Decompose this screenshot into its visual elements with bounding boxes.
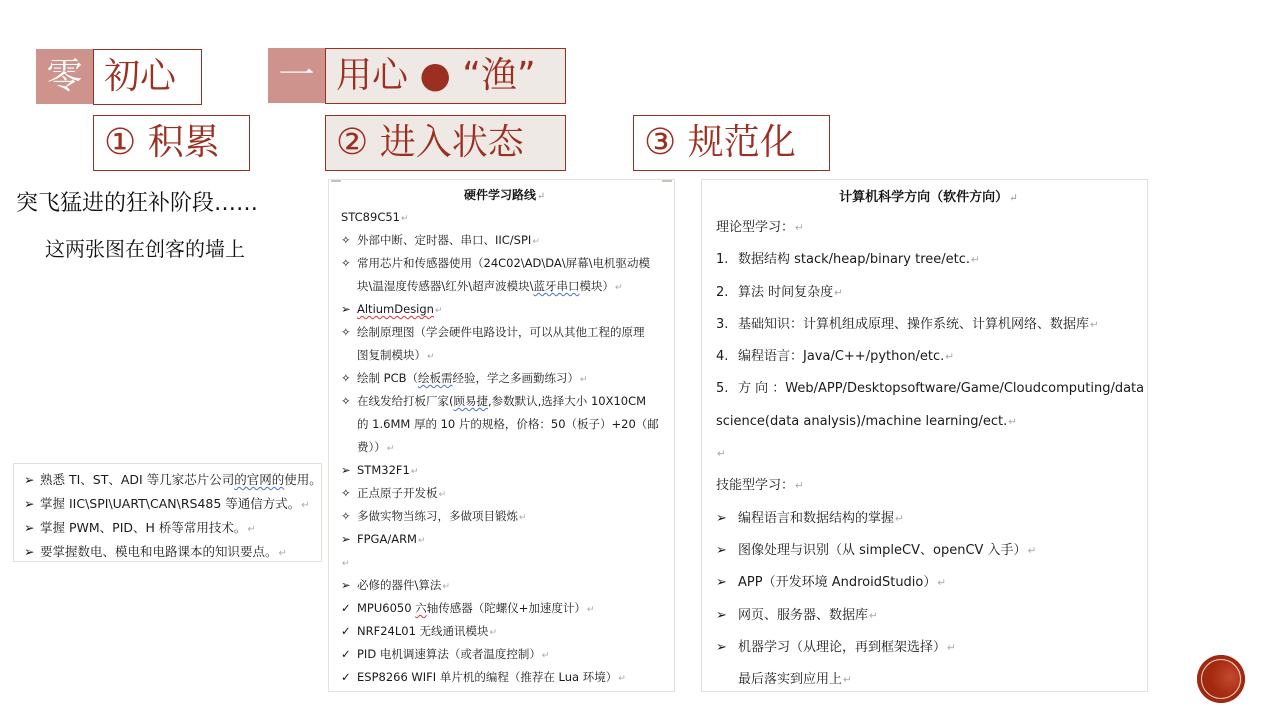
list-item-text: 网页、服务器、数据库 — [738, 607, 869, 623]
return-mark-icon: ↵ — [1008, 415, 1017, 428]
cs-direction-doc — [701, 179, 1148, 692]
arrow-bullet-icon: ➢ — [716, 575, 727, 591]
section-zero-title-text: 初心 — [104, 56, 177, 97]
list-item-continuation — [341, 344, 668, 367]
list-item — [341, 528, 668, 551]
list-item-text: 要掌握数电、模电和电路课本的知识要点。 — [40, 544, 278, 559]
empty-line — [341, 551, 668, 574]
arrow-bullet-icon: ➢ — [24, 472, 35, 487]
list-item-text: computing/data — [1041, 381, 1145, 397]
return-mark-icon: ↵ — [427, 351, 435, 362]
step-2-get-into-state — [325, 115, 566, 171]
arrow-bullet-icon: ➢ — [716, 510, 727, 526]
doc-corner-mark — [662, 180, 672, 182]
return-mark-icon: ↵ — [945, 351, 955, 364]
section-label-text: 技能型学习： — [716, 478, 795, 494]
list-item — [341, 666, 668, 689]
check-bullet-icon: ✓ — [341, 647, 351, 661]
list-item — [341, 206, 668, 229]
return-mark-icon: ↵ — [1027, 544, 1037, 557]
list-item-text: 掌握 PWM、PID、H 桥等常用技术。 — [40, 520, 247, 535]
return-mark-icon: ↵ — [417, 535, 426, 546]
arrow-bullet-icon: ➢ — [716, 607, 727, 623]
theory-label — [716, 212, 1141, 244]
return-mark-icon: ↵ — [843, 674, 852, 687]
return-mark-icon: ↵ — [519, 512, 527, 523]
return-mark-icon: ↵ — [434, 305, 443, 316]
return-mark-icon: ↵ — [618, 673, 626, 684]
check-bullet-icon: ✓ — [341, 670, 351, 684]
list-item-text: 经验，学之多画勤练习） — [452, 371, 580, 385]
underlined-text: 的官网的 — [234, 472, 285, 487]
left-subtext: 这两张图在创客的墙上 — [45, 237, 245, 261]
list-item-text: 基础知识：计算机组成原理、操作系统、计算机网络、数据库 — [738, 316, 1090, 332]
list-item-text: ESP8266 WIFI 单片机的编程（推荐在 Lua 环境） — [357, 670, 618, 684]
list-item-text: 数据结构 stack/heap/binary tree/etc. — [738, 252, 971, 268]
return-mark-icon: ↵ — [580, 374, 588, 385]
list-item-text: 块\温湿度传感器\红外\超声波模块\ — [357, 279, 534, 293]
list-item-text: FPGA/ARM — [357, 532, 417, 546]
list-item-text: 机器学习（从理论，再到框架选择） — [738, 639, 947, 655]
section-one-title — [325, 48, 566, 104]
underlined-text: 蓝牙串口 — [533, 279, 580, 293]
list-item — [716, 277, 1141, 309]
list-item — [341, 459, 668, 482]
return-mark-icon: ↵ — [536, 191, 546, 202]
skill-label — [716, 470, 1141, 502]
arrow-bullet-icon: ➢ — [716, 542, 727, 558]
arrow-bullet-icon: ➢ — [341, 578, 351, 592]
list-item-text: 绘制 PCB（ — [357, 371, 419, 385]
list-item — [24, 468, 321, 492]
doc-title-text: 计算机科学方向（软件方向） — [839, 190, 1009, 205]
list-item-text: 模块） — [579, 279, 614, 293]
list-item-text: NRF24L01 无线通讯模块 — [357, 624, 489, 638]
list-item-text: STC89C51 — [341, 210, 400, 224]
list-item — [716, 503, 1141, 535]
diamond-bullet-icon: ✧ — [341, 509, 351, 523]
list-item — [716, 567, 1141, 599]
return-mark-icon: ↵ — [532, 236, 541, 247]
list-item-continuation — [341, 413, 668, 436]
arrow-bullet-icon: ➢ — [24, 520, 35, 535]
list-item-text: 在线发给打板厂家( — [357, 394, 454, 408]
list-item-text: 的 1.6MM 厚的 10 片的规格，价格：50（板子）+20（邮 — [357, 417, 659, 431]
list-number: 2. — [716, 284, 729, 300]
list-number: 5. — [716, 381, 729, 397]
diamond-bullet-icon: ✧ — [341, 394, 351, 408]
diamond-bullet-icon: ✧ — [341, 256, 351, 270]
empty-line — [716, 438, 1141, 470]
return-mark-icon: ↵ — [410, 466, 419, 477]
step-3-label: ③ 规范化 — [644, 122, 796, 163]
list-item — [341, 643, 668, 666]
check-bullet-icon: ✓ — [341, 601, 351, 615]
doc-corner-mark — [331, 180, 341, 182]
list-item-text: APP（开发环境 AndroidStudio） — [738, 575, 937, 591]
return-mark-icon: ↵ — [895, 512, 904, 525]
list-item — [24, 540, 321, 564]
list-item — [341, 482, 668, 505]
list-item-continuation — [716, 406, 1141, 438]
arrow-bullet-icon: ➢ — [24, 496, 35, 511]
list-item-text: 编程语言：Java/C++/python/etc. — [738, 349, 945, 365]
underlined-text: 六 — [415, 601, 427, 615]
diamond-bullet-icon: ✧ — [341, 233, 351, 247]
diamond-bullet-icon: ✧ — [341, 325, 351, 339]
return-mark-icon: ↵ — [795, 222, 804, 234]
return-mark-icon: ↵ — [869, 609, 878, 622]
list-item — [341, 574, 668, 597]
list-item-text: 费）） — [357, 440, 386, 454]
list-item-text: 熟悉 TI、ST、ADI 等几家芯片公司 — [40, 472, 235, 487]
return-mark-icon: ↵ — [795, 480, 804, 493]
next-slide-button[interactable] — [1197, 655, 1245, 703]
list-item-text: 常用芯片和传感器使用（24C02\AD\DA\屏幕\电机驱动模 — [357, 256, 651, 270]
list-item-text: MPU6050 — [357, 601, 416, 615]
list-item — [341, 367, 668, 390]
section-one-number — [268, 48, 325, 103]
list-item-text: 必修的器件\算法 — [357, 578, 442, 592]
return-mark-icon: ↵ — [834, 286, 843, 299]
diamond-bullet-icon: ✧ — [341, 371, 351, 385]
list-item-text: AltiumDesign — [357, 302, 434, 316]
doc-title — [341, 184, 668, 206]
list-item-text: 外部中断、定时器、串口、IIC/SPI — [357, 233, 532, 247]
closing-text: 最后落实到应用上 — [738, 672, 843, 688]
return-mark-icon: ↵ — [386, 443, 395, 454]
list-item-text: STM32F1 — [357, 463, 410, 477]
doc-title — [716, 184, 1141, 212]
section-one-title-text: 用心 ● “渔” — [336, 55, 536, 96]
return-mark-icon: ↵ — [615, 282, 623, 293]
list-item-text: PID 电机调速算法（或者温度控制） — [357, 647, 541, 661]
return-mark-icon: ↵ — [247, 524, 256, 535]
closing-line — [716, 664, 1141, 696]
list-item-text: software/Game/Cloud — [900, 381, 1041, 397]
list-item — [716, 244, 1141, 276]
list-item — [341, 505, 668, 528]
list-item — [716, 632, 1141, 664]
return-mark-icon: ↵ — [971, 254, 980, 267]
list-item — [341, 321, 668, 344]
underlined-text: 绘板需 — [418, 371, 453, 385]
list-item-text: science(data analysis)/machine learning/ect. — [716, 413, 1008, 429]
return-mark-icon: ↵ — [442, 581, 451, 592]
list-number: 1. — [716, 252, 729, 268]
list-item-text: 方 向 ： — [738, 381, 786, 397]
arrow-bullet-icon: ➢ — [716, 639, 727, 655]
return-mark-icon: ↵ — [489, 627, 498, 638]
list-item-text: 掌握 IIC\SPI\UART\CAN\RS485 等通信方式。 — [40, 496, 301, 511]
step-1-label: ① 积累 — [104, 122, 220, 163]
arrow-bullet-icon: ➢ — [24, 544, 35, 559]
list-item — [24, 492, 321, 516]
list-item-text: Web/APP/Desktop — [785, 381, 901, 397]
return-mark-icon: ↵ — [301, 500, 310, 511]
section-label-text: 理论型学习： — [716, 220, 795, 235]
section-one-number-text: 一 — [278, 54, 315, 96]
section-zero-title — [93, 49, 202, 105]
list-item — [341, 620, 668, 643]
return-mark-icon: ↵ — [1009, 192, 1018, 204]
list-item-text: ,参数默认,选择大小 10X10CM — [488, 394, 647, 408]
arrow-bullet-icon: ➢ — [341, 302, 351, 316]
return-mark-icon: ↵ — [937, 577, 947, 590]
check-bullet-icon: ✓ — [341, 624, 351, 638]
section-zero-number — [36, 49, 93, 104]
arrow-bullet-icon: ➢ — [341, 463, 351, 477]
list-item — [341, 229, 668, 252]
list-item-continuation — [341, 436, 668, 459]
skills-summary-box — [13, 463, 322, 562]
diamond-bullet-icon: ✧ — [341, 486, 351, 500]
list-item — [341, 390, 668, 413]
list-item — [716, 309, 1141, 341]
list-item-text: 编程语言和数据结构的掌握 — [738, 510, 895, 526]
return-mark-icon: ↵ — [400, 213, 409, 224]
list-number: 4. — [716, 349, 729, 365]
list-item — [24, 516, 321, 540]
step-2-label: ② 进入状态 — [336, 122, 524, 163]
list-item — [341, 298, 668, 321]
return-mark-icon: ↵ — [1090, 318, 1099, 331]
return-mark-icon: ↵ — [947, 641, 956, 654]
step-3-standardize — [633, 115, 830, 171]
return-mark-icon: ↵ — [586, 604, 595, 615]
list-item — [341, 252, 668, 275]
list-item — [716, 373, 1145, 405]
list-item-text: 算法 时间复杂度 — [738, 284, 834, 300]
section-zero-number-text: 零 — [46, 55, 83, 97]
list-item-text: 图像处理与识别（从 simpleCV、openCV 入手） — [738, 542, 1027, 558]
list-item-text: 正点原子开发板 — [357, 486, 438, 500]
left-heading: 突飞猛进的狂补阶段…… — [16, 191, 259, 216]
list-item — [716, 341, 1141, 373]
return-mark-icon: ↵ — [717, 448, 726, 461]
step-1-accumulate — [93, 115, 250, 171]
return-mark-icon: ↵ — [438, 489, 447, 500]
list-number: 3. — [716, 316, 729, 332]
list-item — [341, 597, 668, 620]
doc-title-text: 硬件学习路线 — [463, 188, 536, 202]
list-item — [716, 600, 1141, 632]
list-item-text: 使用。 — [284, 472, 322, 487]
list-item-text: 图复制模块） — [357, 348, 426, 362]
return-mark-icon: ↵ — [541, 650, 550, 661]
list-item — [716, 535, 1141, 567]
list-item-text: 多做实物当练习，多做项目锻炼 — [357, 509, 518, 523]
list-item-text: 绘制原理图（学会硬件电路设计，可以从其他工程的原理 — [357, 325, 645, 339]
list-item-text: 轴传感器（陀螺仪+加速度计） — [426, 601, 586, 615]
underlined-text: 顾易捷 — [453, 394, 488, 408]
return-mark-icon: ↵ — [278, 548, 287, 559]
arrow-bullet-icon: ➢ — [341, 532, 351, 546]
return-mark-icon: ↵ — [342, 558, 350, 569]
hardware-roadmap-doc — [328, 179, 675, 692]
list-item-continuation — [341, 275, 668, 298]
